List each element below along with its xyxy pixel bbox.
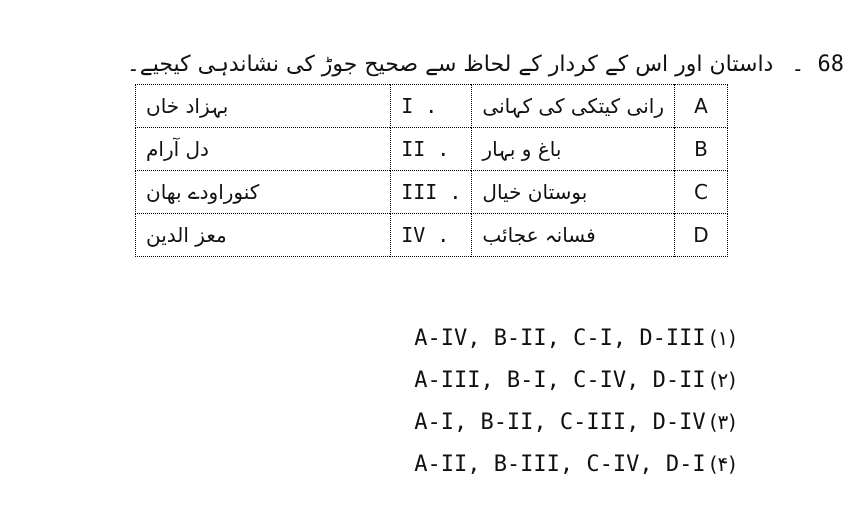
character-name: بہزاد خاں xyxy=(136,85,391,128)
story-name: باغ و بہار xyxy=(472,128,675,171)
character-name: کنوراودے بھان xyxy=(136,171,391,214)
question-header xyxy=(127,44,844,84)
row-key: C xyxy=(675,171,728,214)
row-key: B xyxy=(675,128,728,171)
option-label: (۱) xyxy=(709,326,736,350)
option-label: (۳) xyxy=(709,410,736,434)
answer-options xyxy=(414,317,736,485)
roman-numeral: I . xyxy=(391,85,472,128)
matching-table xyxy=(135,84,728,257)
answer-option-3[interactable] xyxy=(414,401,736,443)
character-name: معز الدین xyxy=(136,214,391,257)
table-row xyxy=(136,128,728,171)
option-label: (۴) xyxy=(709,452,736,476)
roman-numeral: III . xyxy=(391,171,472,214)
answer-option-2[interactable] xyxy=(414,359,736,401)
row-key: A xyxy=(675,85,728,128)
table-row xyxy=(136,214,728,257)
character-name: دل آرام xyxy=(136,128,391,171)
question-text: داستان اور اس کے کردار کے لحاظ سے صحیح جوڑ کی نشاندہی کیجیے۔ xyxy=(126,51,774,77)
story-name: بوستان خیال xyxy=(472,171,675,214)
roman-numeral: II . xyxy=(391,128,472,171)
option-text: A-IV, B-II, C-I, D-III xyxy=(414,325,706,351)
story-name: فسانہ عجائب xyxy=(472,214,675,257)
roman-numeral: IV . xyxy=(391,214,472,257)
story-name: رانی کیتکی کی کہانی xyxy=(472,85,675,128)
table-row xyxy=(136,85,728,128)
row-key: D xyxy=(675,214,728,257)
question-number: 68 ۔ xyxy=(791,51,844,77)
option-text: A-II, B-III, C-IV, D-I xyxy=(414,451,706,477)
answer-option-4[interactable] xyxy=(414,443,736,485)
answer-option-1[interactable] xyxy=(414,317,736,359)
option-text: A-I, B-II, C-III, D-IV xyxy=(414,409,706,435)
table-row xyxy=(136,171,728,214)
option-label: (۲) xyxy=(709,368,736,392)
option-text: A-III, B-I, C-IV, D-II xyxy=(414,367,706,393)
